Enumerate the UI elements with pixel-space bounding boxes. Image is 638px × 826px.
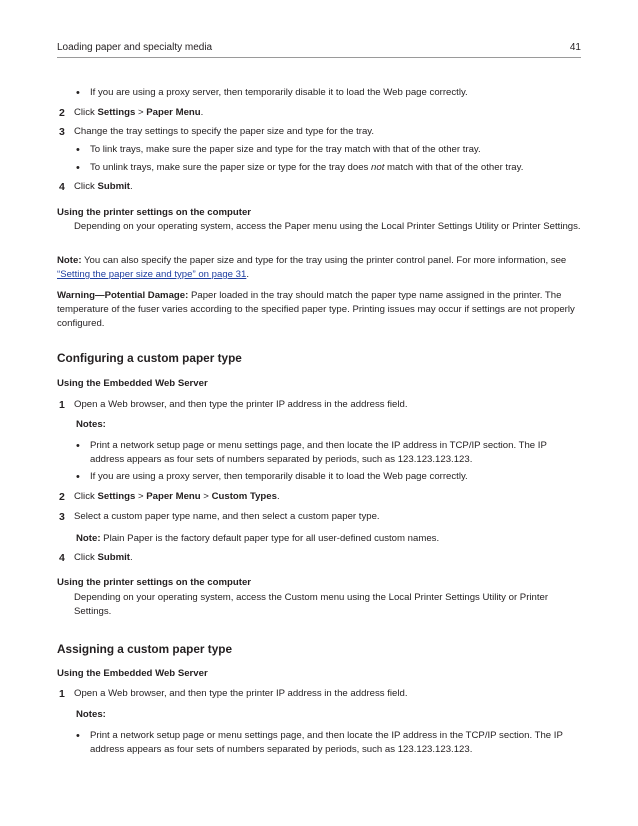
subheading-computer-settings: Using the printer settings on the computer — [57, 577, 252, 588]
notes-label: Notes: — [76, 419, 106, 430]
notes-label: Notes: — [76, 709, 106, 720]
page-number: 41 — [569, 42, 581, 53]
warning-paragraph: Warning—Potential Damage: Paper loaded in the tray should match the paper type name assigned in the printer. The temperature of the fuser varies according to the specified paper type. Printing issues may occur if settings are not properly configured. — [57, 290, 575, 329]
note-paragraph: Note: You can also specify the paper size and type for the tray using the printer control panel. For more information, see “Setting the paper size and type” on page 31. — [57, 255, 567, 280]
bullet-icon: • — [76, 730, 80, 742]
bullet-icon: • — [76, 440, 80, 452]
computer-settings-text: Depending on your operating system, access the Paper menu using the Local Printer Settings Utility or Printer Settings. — [74, 221, 581, 232]
section-title-configuring: Configuring a custom paper type — [57, 351, 242, 365]
subheading-ews: Using the Embedded Web Server — [57, 378, 208, 389]
bullet-icon: • — [76, 144, 80, 156]
section-title-assigning: Assigning a custom paper type — [57, 642, 233, 656]
bullet-icon: • — [76, 87, 80, 99]
page-header — [57, 41, 581, 58]
document-page: Loading paper and specialty media 41 • If you are using a proxy server, then temporarily disable it to load the Web page correctly. 2 Click Settings > Paper Menu. 3 Change the tray settings to specify the paper size and type for the tray. • To link trays, make sure the paper size and type for the tray match with that of the other tray. • To unlink trays, make sure the paper size or type for the tray does not match with that of the other tray. 4 Click Submit. Using the printer settings on the computer Depending on your operating system, access the Paper menu using the Local Printer Settings Utility or Printer Settings. Note: You can also specify the paper size and type for the tray using the printer control panel. For more information, see “Setting the paper size and type” on page 31. Warning—Potential Damage: Paper loaded in the tray should match the paper type name assigned in the printer. The temperature of the fuser varies according to the specified paper type. Printing issues may occur if settings are not properly configured. Configuring a custom paper type Using the Embedded Web Server 1 Open a Web browser, and then type the printer IP address in the address field. Notes: • Print a network setup page or menu settings page, and then locate the IP address in TCP/IP section. The IP address appears as four sets of numbers separated by periods, such as 123.123.123.123. • If you are using a proxy server, then temporarily disable it to load the Web page correctly. 2 Click Settings > Paper Menu > Custom Types. 3 Select a custom paper type name, and then select a custom paper type. Note: Plain Paper is the factory default paper type for all user‑defined custom names. 4 Click Submit. Using the printer settings on the computer Depending on your operating system, access the Custom menu using the Local Printer Settings Utility or Printer Settings. Assigning a custom paper type Using the Embedded Web Server 1 Open a Web browser, and then type the printer IP address in the address field. Notes: • Print a network setup page or menu settings page, and then locate the IP address in the TCP/IP section. The IP address appears as four sets of numbers separated by periods, such as 123.123.123.123. — [57, 42, 581, 755]
header-title: Loading paper and specialty media — [57, 42, 213, 53]
subheading-computer-settings: Using the printer settings on the computer — [57, 207, 252, 218]
bullet-icon: • — [76, 162, 80, 174]
page-link[interactable]: “Setting the paper size and type” on page 31 — [57, 269, 247, 280]
computer-settings-text: Depending on your operating system, access the Custom menu using the Local Printer Settings Utility or Printer Settings. — [74, 592, 549, 617]
step-3-note: Note: Plain Paper is the factory default paper type for all user‑defined custom names. — [76, 533, 440, 544]
subheading-ews: Using the Embedded Web Server — [57, 668, 208, 679]
bullet-icon: • — [76, 471, 80, 483]
